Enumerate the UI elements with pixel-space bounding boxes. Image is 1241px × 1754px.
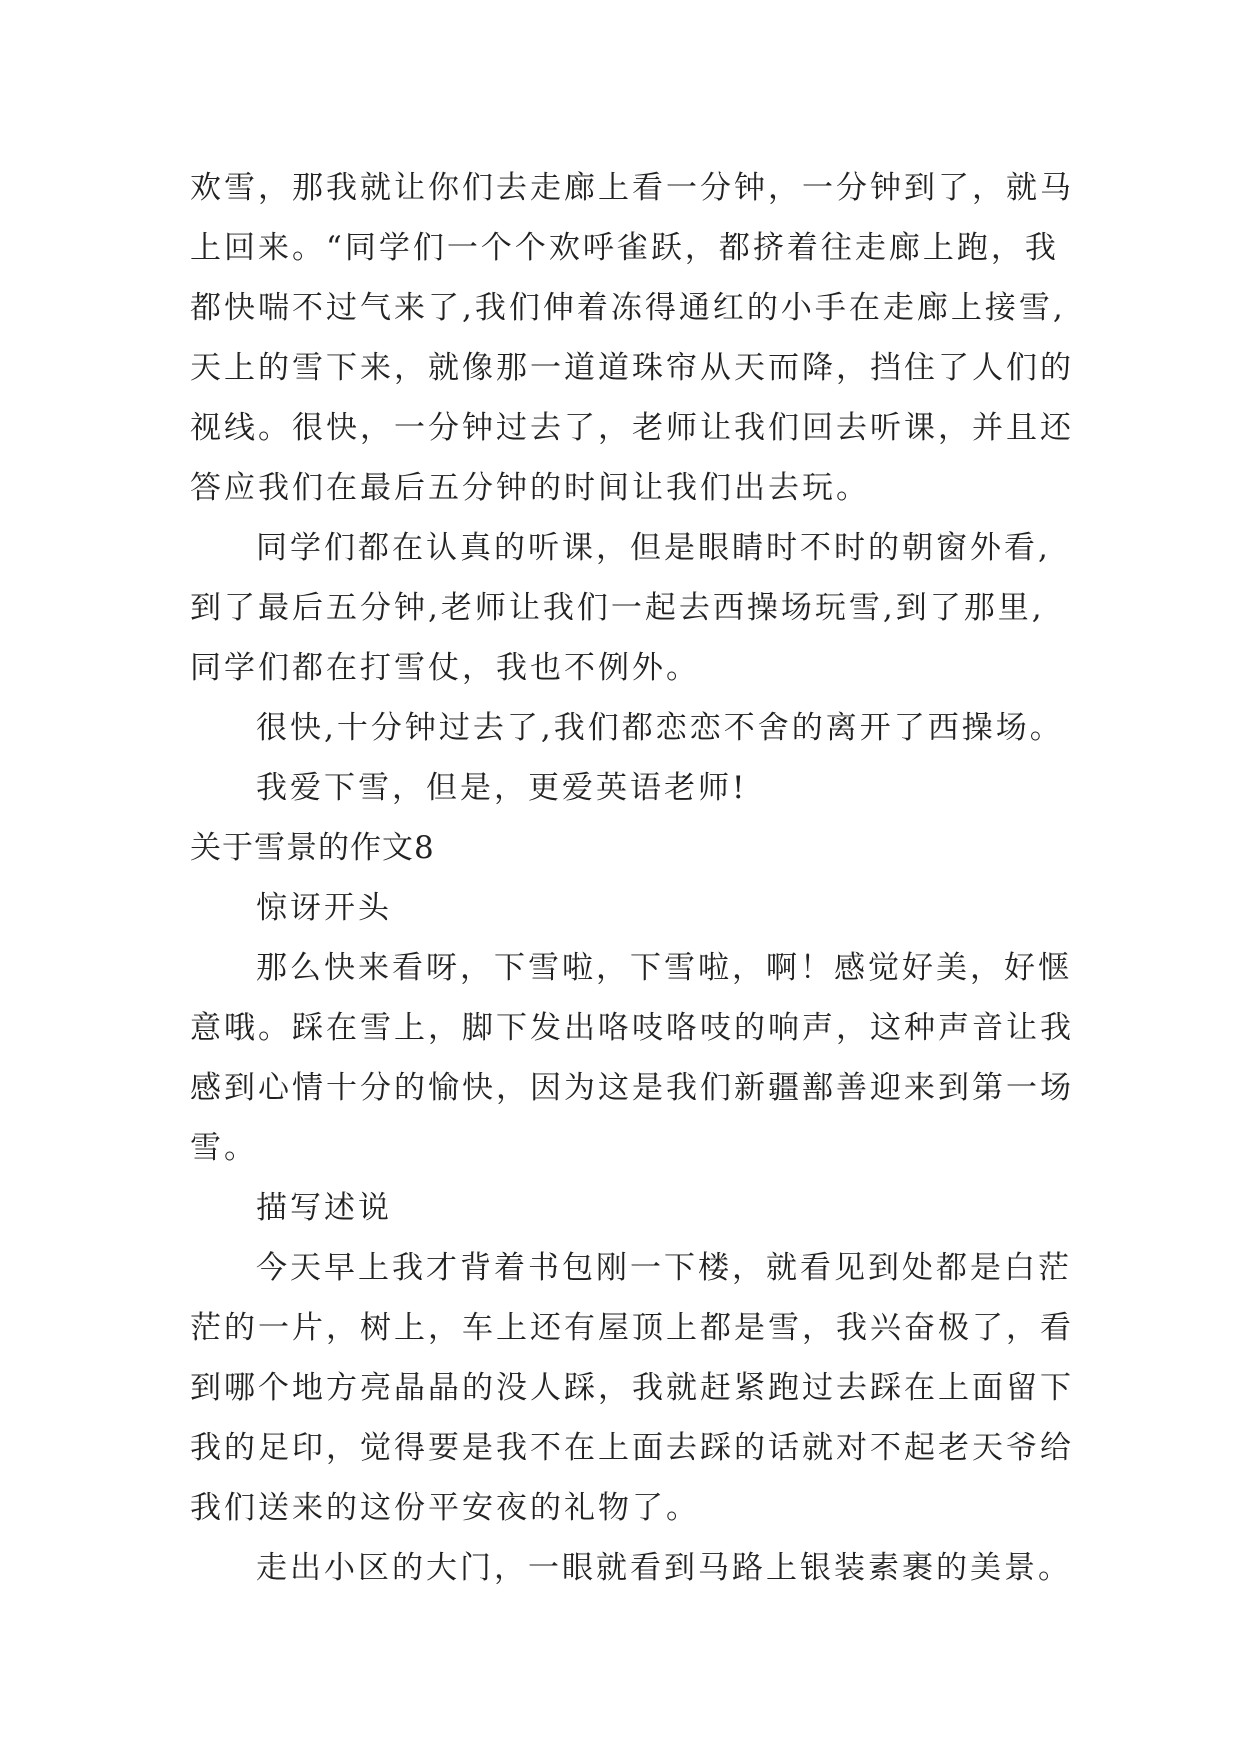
text-line: 都快喘不过气来了,我们伸着冻得通红的小手在走廊上接雪, [190, 290, 1066, 326]
text-line: 雪。 [190, 1130, 258, 1166]
paragraph-start-line: 我爱下雪，但是，更爱英语老师! [256, 770, 748, 806]
text-line: 上回来。“同学们一个个欢呼雀跃，都挤着往走廊上跑，我 [190, 230, 1059, 266]
text-line: 同学们都在打雪仗，我也不例外。 [190, 650, 700, 686]
paragraph-start-line: 很快,十分钟过去了,我们都恋恋不舍的离开了西操场。 [256, 710, 1064, 746]
text-line: 答应我们在最后五分钟的时间让我们出去玩。 [190, 470, 870, 506]
paragraph-start-line: 今天早上我才背着书包刚一下楼，就看见到处都是白茫 [256, 1250, 1072, 1286]
section-heading: 关于雪景的作文8 [190, 830, 435, 866]
text-line: 到哪个地方亮晶晶的没人踩，我就赶紧跑过去踩在上面留下 [190, 1370, 1074, 1406]
subheading-line: 惊讶开头 [256, 890, 392, 926]
paragraph-start-line: 那么快来看呀，下雪啦，下雪啦，啊！感觉好美，好惬 [256, 950, 1072, 986]
paragraph-start-line: 同学们都在认真的听课，但是眼睛时不时的朝窗外看, [256, 530, 1051, 566]
text-line: 我的足印，觉得要是我不在上面去踩的话就对不起老天爷给 [190, 1430, 1074, 1466]
text-line: 天上的雪下来，就像那一道道珠帘从天而降，挡住了人们的 [190, 350, 1074, 386]
subheading-line: 描写述说 [256, 1190, 392, 1226]
document-page [190, 158, 1090, 1598]
text-line: 感到心情十分的愉快，因为这是我们新疆鄯善迎来到第一场 [190, 1070, 1074, 1106]
text-line: 视线。很快，一分钟过去了，老师让我们回去听课，并且还 [190, 410, 1074, 446]
paragraph-start-line: 走出小区的大门，一眼就看到马路上银装素裹的美景。 [256, 1550, 1072, 1586]
text-line: 意哦。踩在雪上，脚下发出咯吱咯吱的响声，这种声音让我 [190, 1010, 1074, 1046]
text-line: 欢雪，那我就让你们去走廊上看一分钟，一分钟到了，就马 [190, 170, 1074, 206]
text-line: 茫的一片，树上，车上还有屋顶上都是雪，我兴奋极了，看 [190, 1310, 1074, 1346]
text-line: 到了最后五分钟,老师让我们一起去西操场玩雪,到了那里, [190, 590, 1045, 626]
text-line: 我们送来的这份平安夜的礼物了。 [190, 1490, 700, 1526]
